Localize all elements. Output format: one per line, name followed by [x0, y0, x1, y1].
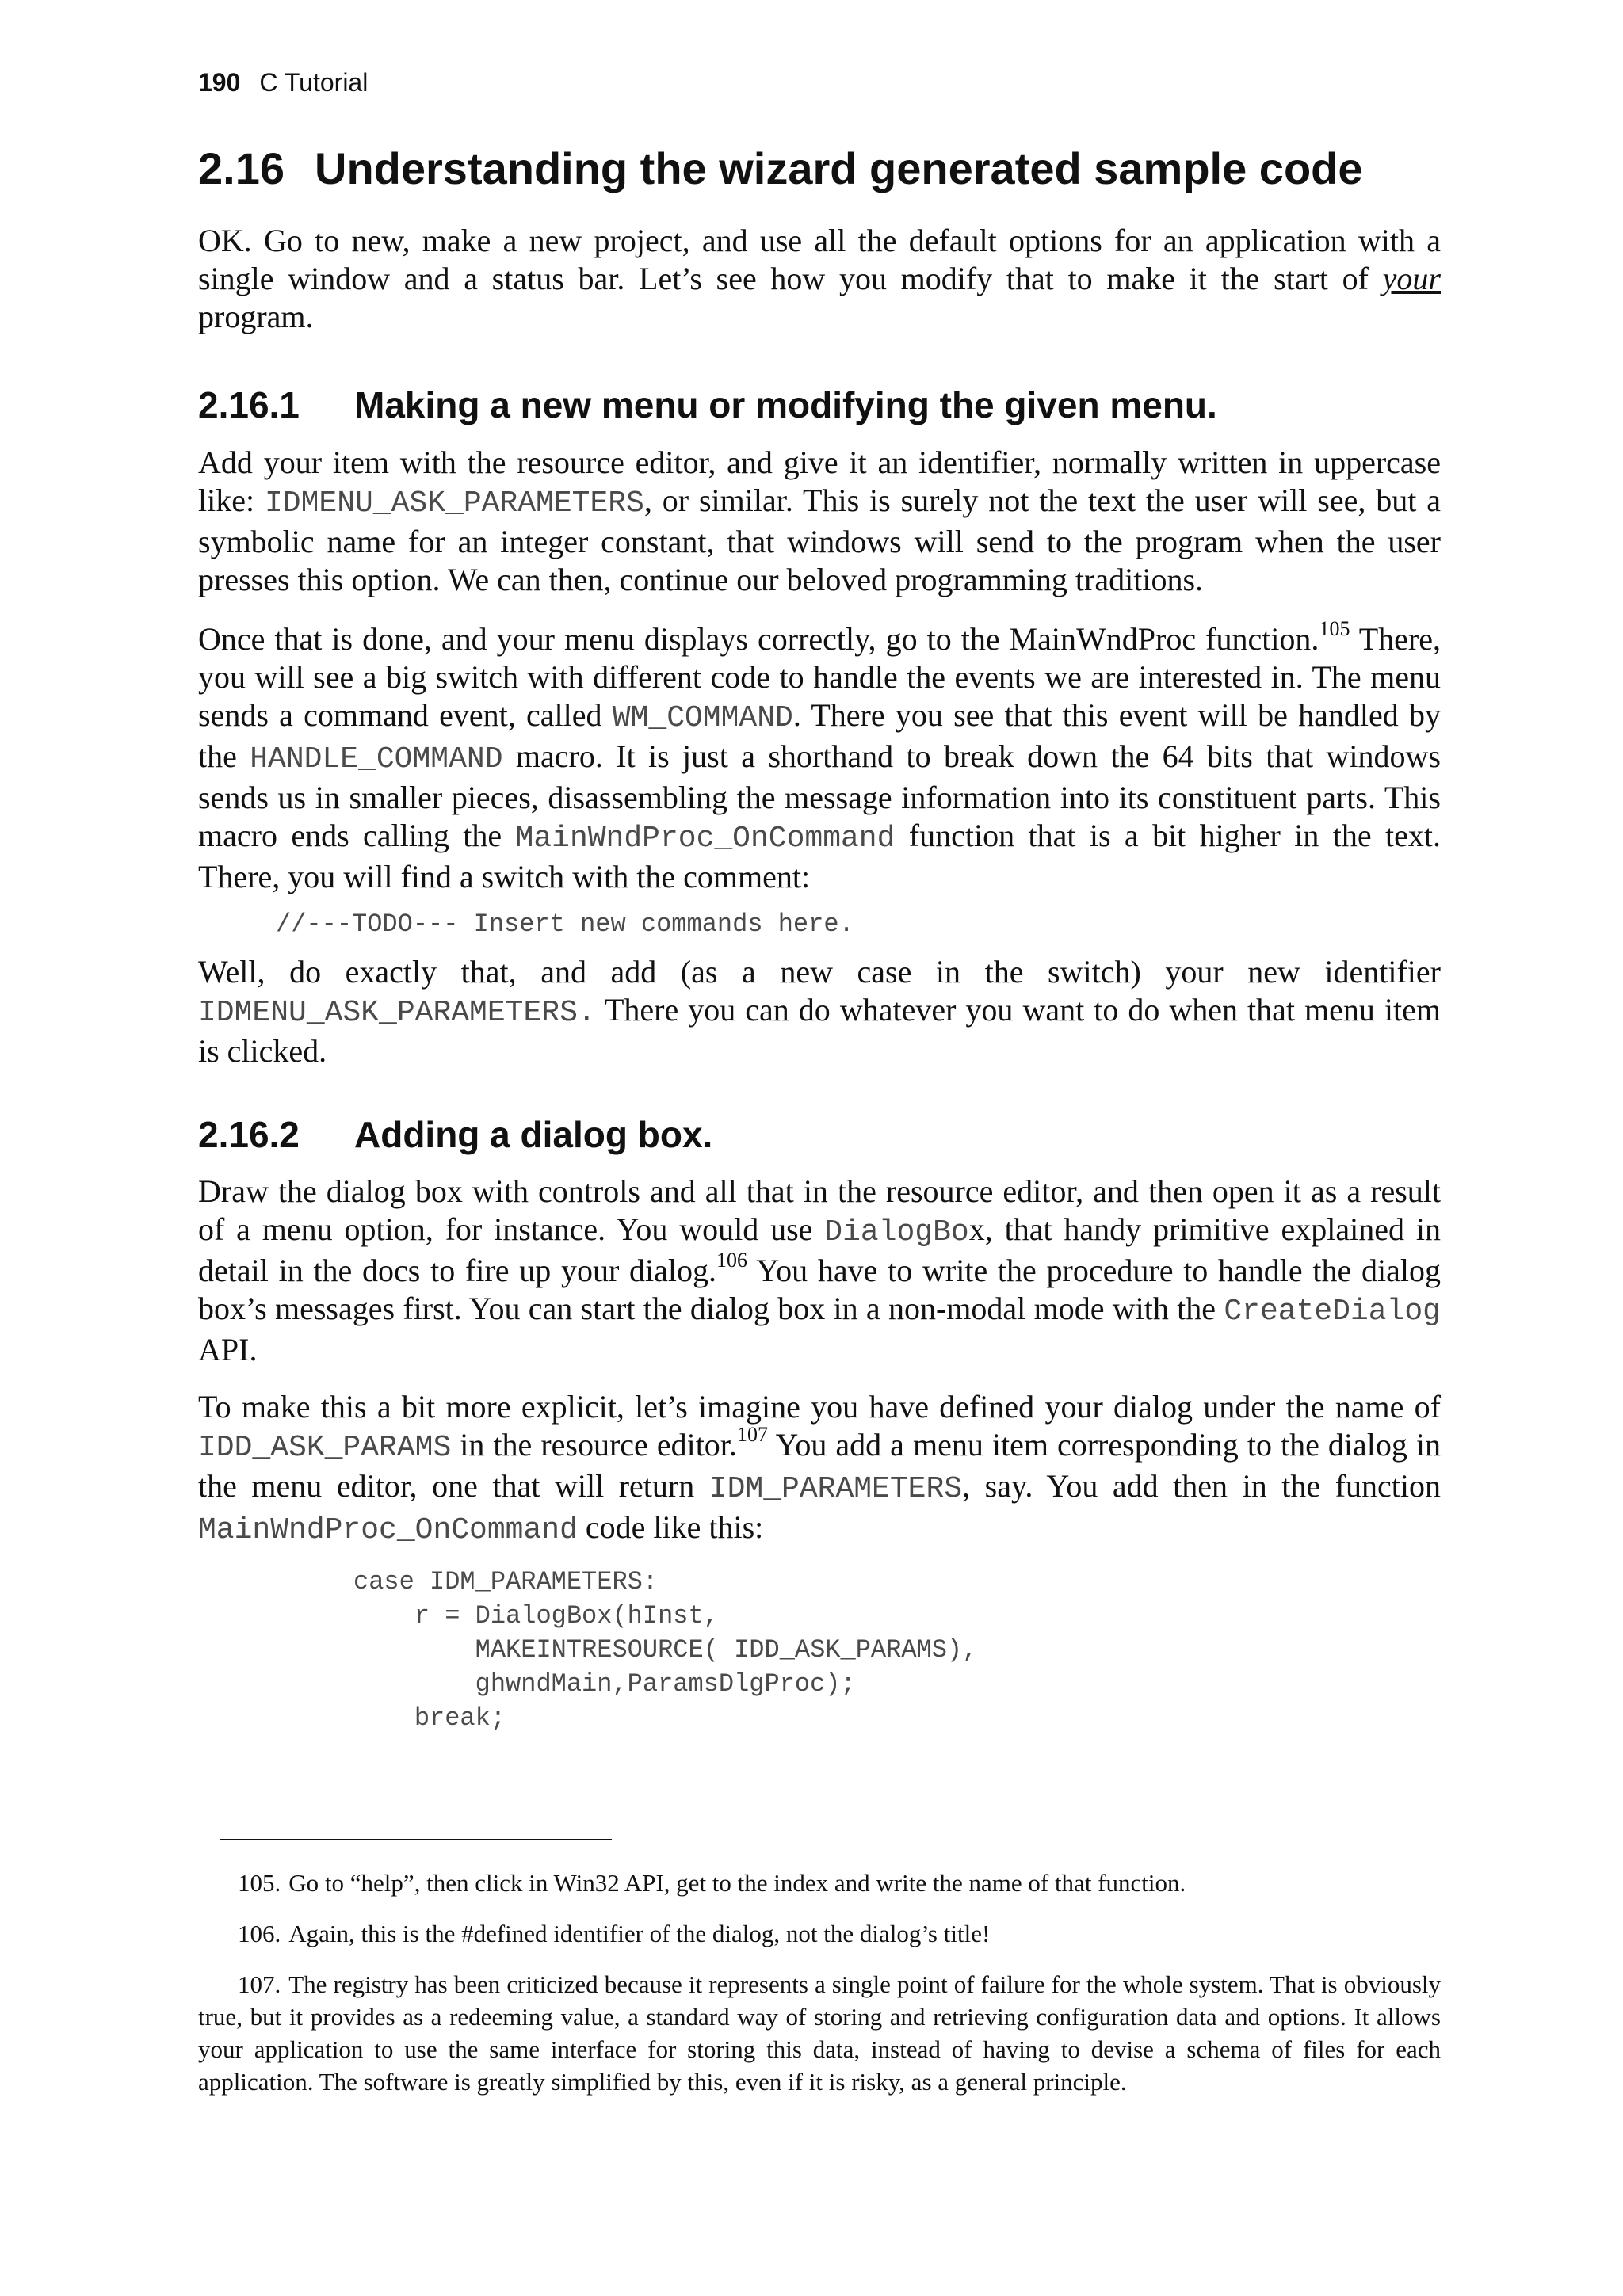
- footnote-ref-105: 105: [1319, 617, 1350, 640]
- intro-emphasis: your: [1382, 261, 1441, 296]
- section-title: Understanding the wizard generated sample code: [315, 143, 1363, 193]
- footnote-107-block: [198, 1968, 1441, 2098]
- code-identifier: IDMENU_ASK_PARAMETERS.: [198, 996, 596, 1030]
- code-block: [353, 1565, 977, 1735]
- section-number: 2.16: [198, 143, 285, 193]
- running-title: C Tutorial: [259, 68, 369, 97]
- footnote-ref-106: 106: [716, 1249, 748, 1272]
- subsection-2-paragraph-2: [198, 1388, 1441, 1550]
- code-identifier: CreateDialog: [1224, 1295, 1441, 1329]
- code-line: break;: [353, 1703, 506, 1733]
- text-run: , or similar. This is surely not the text the user will see, but a symbolic name for an integer constant, that windows will send to the program when the user presses this option. We can then, continue our beloved programming traditions.: [198, 482, 1441, 597]
- subsection-1-title: Making a new menu or modifying the given menu.: [354, 384, 1217, 425]
- subsection-2-paragraph-1: [198, 1173, 1441, 1369]
- subsection-2-para-2-block: [198, 1388, 1441, 1550]
- code-identifier: IDM_PARAMETERS: [708, 1472, 963, 1506]
- code-identifier: HANDLE_COMMAND: [250, 742, 503, 776]
- text-run: There you can do whatever you want to do when that menu item is clicked.: [198, 992, 1441, 1069]
- page-number: 190: [198, 68, 241, 97]
- subsection-1-paragraph-2: [198, 617, 1442, 896]
- footnote-text: The registry has been criticized because it represents a single point of failure for the whole system. That is obviously true, but it provides as a redeeming value, a standard way of storing and retrieving configuration data and options. It allows your application to use the same interface for storing this data, instead of having to devise a schema of files for each application. The software is greatly simplified by this, even if it is risky, as a general principle.: [198, 1970, 1441, 2096]
- footnote-ref-107: 107: [736, 1423, 768, 1446]
- running-head: [198, 68, 368, 97]
- subsection-1-para-1-block: [198, 444, 1441, 599]
- code-identifier: DialogBo: [824, 1215, 969, 1249]
- subsection-1-paragraph-3: [198, 953, 1441, 1070]
- subsection-1-para-3-block: [198, 953, 1441, 1070]
- code-identifier: IDMENU_ASK_PARAMETERS: [264, 486, 644, 521]
- section-heading: [198, 143, 1441, 195]
- subsection-2-number: 2.16.2: [198, 1114, 300, 1155]
- text-run: x, that handy primitive explained in detail in the docs to fire up your dialog.: [198, 1211, 1441, 1288]
- footnote-106-block: [198, 1917, 1441, 1950]
- text-run: Add your item with the resource editor, and give it an identifier, normally written in uppercase like:: [198, 444, 1441, 518]
- code-line: case IDM_PARAMETERS:: [353, 1567, 659, 1596]
- text-run: function that is a bit higher in the text. There, you will find a switch with the comment:: [198, 818, 1441, 894]
- footnote-number: 105.: [238, 1869, 281, 1897]
- subsection-1-heading: [198, 383, 1441, 427]
- code-identifier: MainWndProc_OnCommand: [515, 822, 896, 856]
- section-heading-block: [198, 143, 1441, 195]
- intro-paragraph: [198, 222, 1441, 336]
- intro-text-1: OK. Go to new, make a new project, and use all the default options for an application with a single window and a status bar. Let’s see how you modify that to make it the start of: [198, 223, 1441, 296]
- subsection-2-heading: [198, 1112, 1441, 1157]
- text-run: Well, do exactly that, and add (as a new case in the switch) your new identifier: [198, 954, 1441, 990]
- text-run: Once that is done, and your menu displays correctly, go to the MainWndProc function.: [198, 621, 1319, 657]
- footnote-105: [198, 1867, 1441, 1899]
- subsection-1-number: 2.16.1: [198, 384, 300, 425]
- footnote-105-block: [198, 1867, 1441, 1899]
- footnote-number: 106.: [238, 1920, 281, 1947]
- text-run: macro. It is just a shorthand to break down the 64 bits that windows sends us in smaller pieces, disassembling the message information into its constituent parts. This macro ends calling the: [198, 738, 1441, 853]
- text-run: Draw the dialog box with controls and all that in the resource editor, and then open it as a result of a menu option, for instance. You would use: [198, 1173, 1441, 1247]
- code-line: MAKEINTRESOURCE( IDD_ASK_PARAMS),: [353, 1635, 978, 1665]
- text-run: API.: [198, 1332, 258, 1367]
- code-identifier: IDD_ASK_PARAMS: [198, 1431, 452, 1465]
- subsection-1-heading-block: [198, 383, 1441, 427]
- text-run: , say. You add then in the function: [962, 1468, 1441, 1504]
- footnote-106: [198, 1917, 1441, 1950]
- footnote-text: Go to “help”, then click in Win32 API, get to the index and write the name of that function.: [288, 1869, 1186, 1897]
- text-run: You add a menu item corresponding to the dialog in the menu editor, one that will return: [198, 1427, 1441, 1504]
- text-run: To make this a bit more explicit, let’s imagine you have defined your dialog under the name of: [198, 1389, 1441, 1425]
- code-identifier: MainWndProc_OnCommand: [198, 1513, 578, 1547]
- text-run: There, you will see a big switch with different code to handle the events we are interested in. The menu sends a command event, called: [198, 621, 1441, 733]
- text-run: in the resource editor.: [451, 1427, 737, 1463]
- footnote-number: 107.: [238, 1970, 281, 1998]
- subsection-1-para-2-block: [198, 617, 1442, 896]
- code-identifier: WM_COMMAND: [612, 701, 793, 735]
- text-run: . There you see that this event will be handled by the: [198, 697, 1442, 774]
- todo-comment-line: //---TODO--- Insert new commands here.: [276, 910, 854, 939]
- text-run: code like this:: [577, 1509, 764, 1545]
- subsection-1-paragraph-1: [198, 444, 1441, 599]
- intro-block: [198, 222, 1441, 336]
- todo-code-block: [276, 907, 854, 941]
- footnote-107: [198, 1968, 1441, 2098]
- intro-text-2: program.: [198, 299, 314, 334]
- subsection-2-title: Adding a dialog box.: [354, 1114, 713, 1155]
- code-line: r = DialogBox(hInst,: [353, 1601, 719, 1630]
- footnote-text: Again, this is the #defined identifier of the dialog, not the dialog’s title!: [288, 1920, 991, 1947]
- footnote-rule: [220, 1839, 612, 1840]
- text-run: You have to write the procedure to handle the dialog box’s messages first. You can start the dialog box in a non-modal mode with the: [198, 1253, 1441, 1326]
- code-line: ghwndMain,ParamsDlgProc);: [353, 1669, 856, 1699]
- subsection-2-para-1-block: [198, 1173, 1441, 1369]
- subsection-2-heading-block: [198, 1112, 1441, 1157]
